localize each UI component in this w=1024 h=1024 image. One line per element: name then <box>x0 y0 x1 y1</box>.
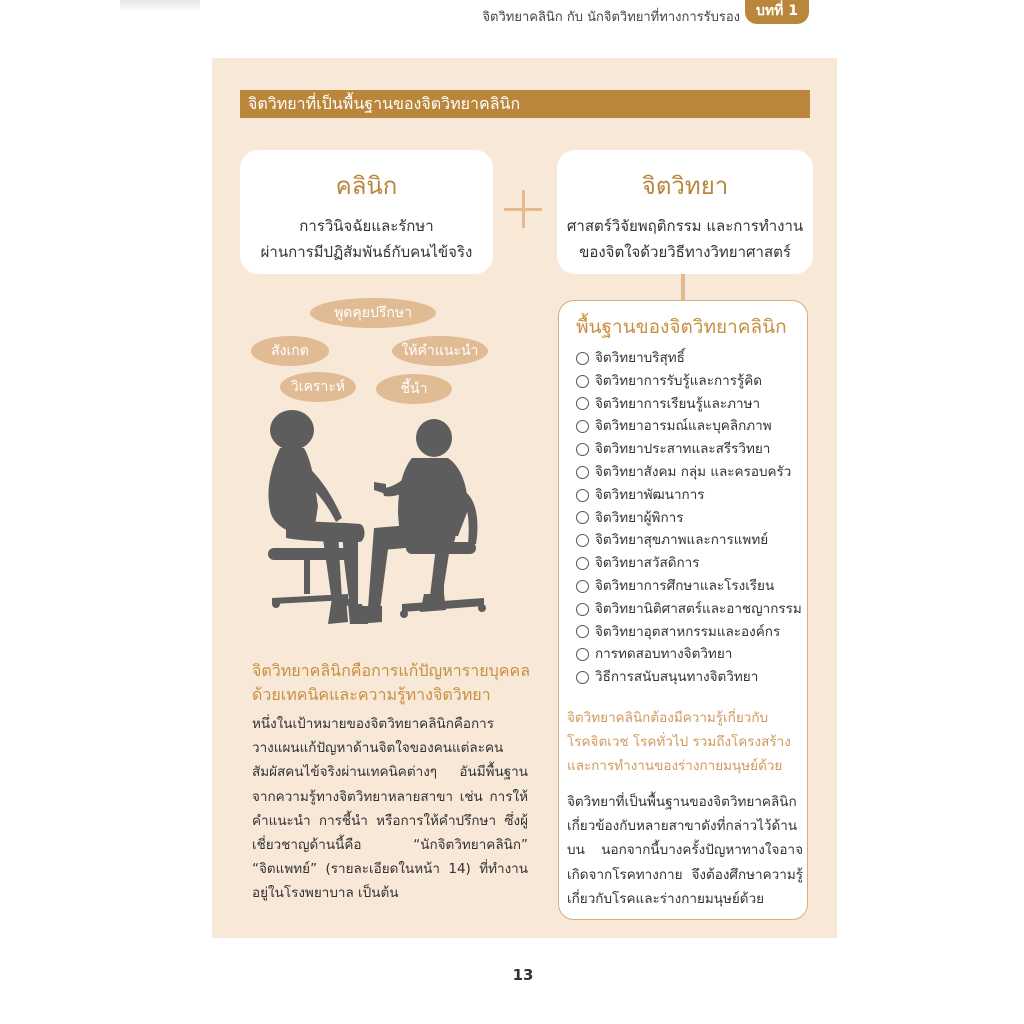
clinic-card-text <box>240 213 493 265</box>
chapter-tab: บทที่ 1 <box>745 0 809 24</box>
foundations-list-item <box>576 552 802 575</box>
foundations-list-label: จิตวิทยานิติศาสตร์และอาชญากรรม <box>595 600 802 617</box>
foundations-list-item <box>576 438 802 461</box>
foundations-list <box>576 347 802 689</box>
foundations-list-label: จิตวิทยาสุขภาพและการแพทย์ <box>595 532 769 549</box>
left-body-text: หนึ่งในเป้าหมายของจิตวิทยาคลินิกคือการวางแผนแก้ปัญหาด้านจิตใจของคนแต่ละคนสัมผัสคนไข้จริงผ่านเทคนิคต่างๆ อันมีพื้นฐานจากความรู้ทางจิตวิทยาหลายสาขา เช่น การให้คำแนะนำ การชี้นำ หรือการให้คำปรึกษา ซึ่งผู้เชี่ยวชาญด้านนี้คือ “นักจิตวิทยาคลินิก” “จิตแพทย์” (รายละเอียดในหน้า 14) ที่ทำงานอยู่ในโรงพยาบาล เป็นต้น <box>252 716 528 902</box>
circle-bullet-icon <box>576 625 589 638</box>
clinic-card-line: ผ่านการมีปฏิสัมพันธ์กับคนไข้จริง <box>260 243 473 261</box>
foundations-list-item <box>576 393 802 416</box>
circle-bullet-icon <box>576 580 589 593</box>
foundations-list-label: จิตวิทยาอุตสาหกรรมและองค์กร <box>595 623 781 640</box>
foundations-list-label: จิตวิทยาบริสุทธิ์ <box>595 350 685 366</box>
circle-bullet-icon <box>576 603 589 616</box>
clinic-card-line: การวินิจฉัยและรักษา <box>299 217 434 235</box>
bubble-observe: สังเกต <box>251 336 329 366</box>
psychology-card-text <box>557 213 813 265</box>
circle-bullet-icon <box>576 511 589 524</box>
left-subheading-line: ด้วยเทคนิคและความรู้ทางจิตวิทยา <box>252 685 491 704</box>
foundations-list-item <box>576 529 802 552</box>
circle-bullet-icon <box>576 557 589 570</box>
right-body-text: จิตวิทยาที่เป็นพื้นฐานของจิตวิทยาคลินิกเกี่ยวข้องกับหลายสาขาดังที่กล่าวไว้ด้านบน นอกจากนี้บางครั้งปัญหาทางใจอาจเกิดจากโรคทางกาย จึงต้องศึกษาความรู้เกี่ยวกับโรคและร่างกายมนุษย์ด้วย <box>567 794 803 907</box>
plus-icon <box>504 190 544 230</box>
foundations-list-label: จิตวิทยาการศึกษาและโรงเรียน <box>595 577 775 594</box>
circle-bullet-icon <box>576 420 589 433</box>
left-subheading-line: จิตวิทยาคลินิกคือการแก้ปัญหารายบุคคล <box>252 661 531 680</box>
page-corner-shadow <box>120 0 200 12</box>
circle-bullet-icon <box>576 397 589 410</box>
psychology-card-line: ของจิตใจด้วยวิธีทางวิทยาศาสตร์ <box>579 243 791 261</box>
foundations-list-label: จิตวิทยาสวัสดิการ <box>595 555 700 572</box>
foundations-list-label: การทดสอบทางจิตวิทยา <box>595 646 733 663</box>
foundations-list-label: จิตวิทยาการเรียนรู้และภาษา <box>595 395 761 412</box>
foundations-title: พื้นฐานของจิตวิทยาคลินิก <box>576 316 787 338</box>
foundations-list-item <box>576 415 802 438</box>
psychology-card <box>557 150 813 274</box>
foundations-list-item <box>576 621 802 644</box>
section-title: จิตวิทยาที่เป็นพื้นฐานของจิตวิทยาคลินิก <box>240 90 810 118</box>
foundations-list-item <box>576 461 802 484</box>
foundations-list-item <box>576 598 802 621</box>
foundations-list-label: จิตวิทยาสังคม กลุ่ม และครอบครัว <box>595 463 792 480</box>
connector-line <box>681 274 685 300</box>
left-subheading <box>252 659 542 707</box>
clinic-card <box>240 150 493 274</box>
bubble-advise: ให้คำแนะนำ <box>392 336 488 366</box>
foundations-list-label: จิตวิทยาประสาทและสรีรวิทยา <box>595 441 771 458</box>
circle-bullet-icon <box>576 671 589 684</box>
circle-bullet-icon <box>576 443 589 456</box>
psychology-card-title: จิตวิทยา <box>641 172 729 200</box>
counseling-silhouette-illustration <box>262 410 492 645</box>
foundations-list-item <box>576 643 802 666</box>
foundations-list-item <box>576 666 802 689</box>
foundations-list-item <box>576 575 802 598</box>
circle-bullet-icon <box>576 375 589 388</box>
circle-bullet-icon <box>576 489 589 502</box>
page-number: 13 <box>512 966 534 984</box>
foundations-list-label: วิธีการสนับสนุนทางจิตวิทยา <box>595 669 759 686</box>
bubble-analyze: วิเคราะห์ <box>280 372 356 402</box>
circle-bullet-icon <box>576 534 589 547</box>
foundations-list-item <box>576 370 802 393</box>
foundations-note: จิตวิทยาคลินิกต้องมีความรู้เกี่ยวกับโรคจิตเวช โรคทั่วไป รวมถึงโครงสร้างและการทำงานของร่างกายมนุษย์ด้วย <box>567 710 791 774</box>
running-head: จิตวิทยาคลินิก กับ นักจิตวิทยาที่ทางการรับรอง <box>482 10 740 25</box>
clinic-card-title: คลินิก <box>335 172 398 200</box>
bubble-guide: ชี้นำ <box>376 374 452 404</box>
foundations-list-item <box>576 484 802 507</box>
circle-bullet-icon <box>576 466 589 479</box>
foundations-list-label: จิตวิทยาการรับรู้และการรู้คิด <box>595 372 763 389</box>
circle-bullet-icon <box>576 352 589 365</box>
foundations-list-item <box>576 507 802 530</box>
circle-bullet-icon <box>576 648 589 661</box>
foundations-list-label: จิตวิทยาพัฒนาการ <box>595 486 705 503</box>
foundations-list-item <box>576 347 802 370</box>
psychology-card-line: ศาสตร์วิจัยพฤติกรรม และการทำงาน <box>566 217 804 235</box>
foundations-list-label: จิตวิทยาอารมณ์และบุคลิกภาพ <box>595 418 772 435</box>
bubble-counsel: พูดคุยปรึกษา <box>310 298 436 328</box>
foundations-list-label: จิตวิทยาผู้พิการ <box>595 509 684 526</box>
